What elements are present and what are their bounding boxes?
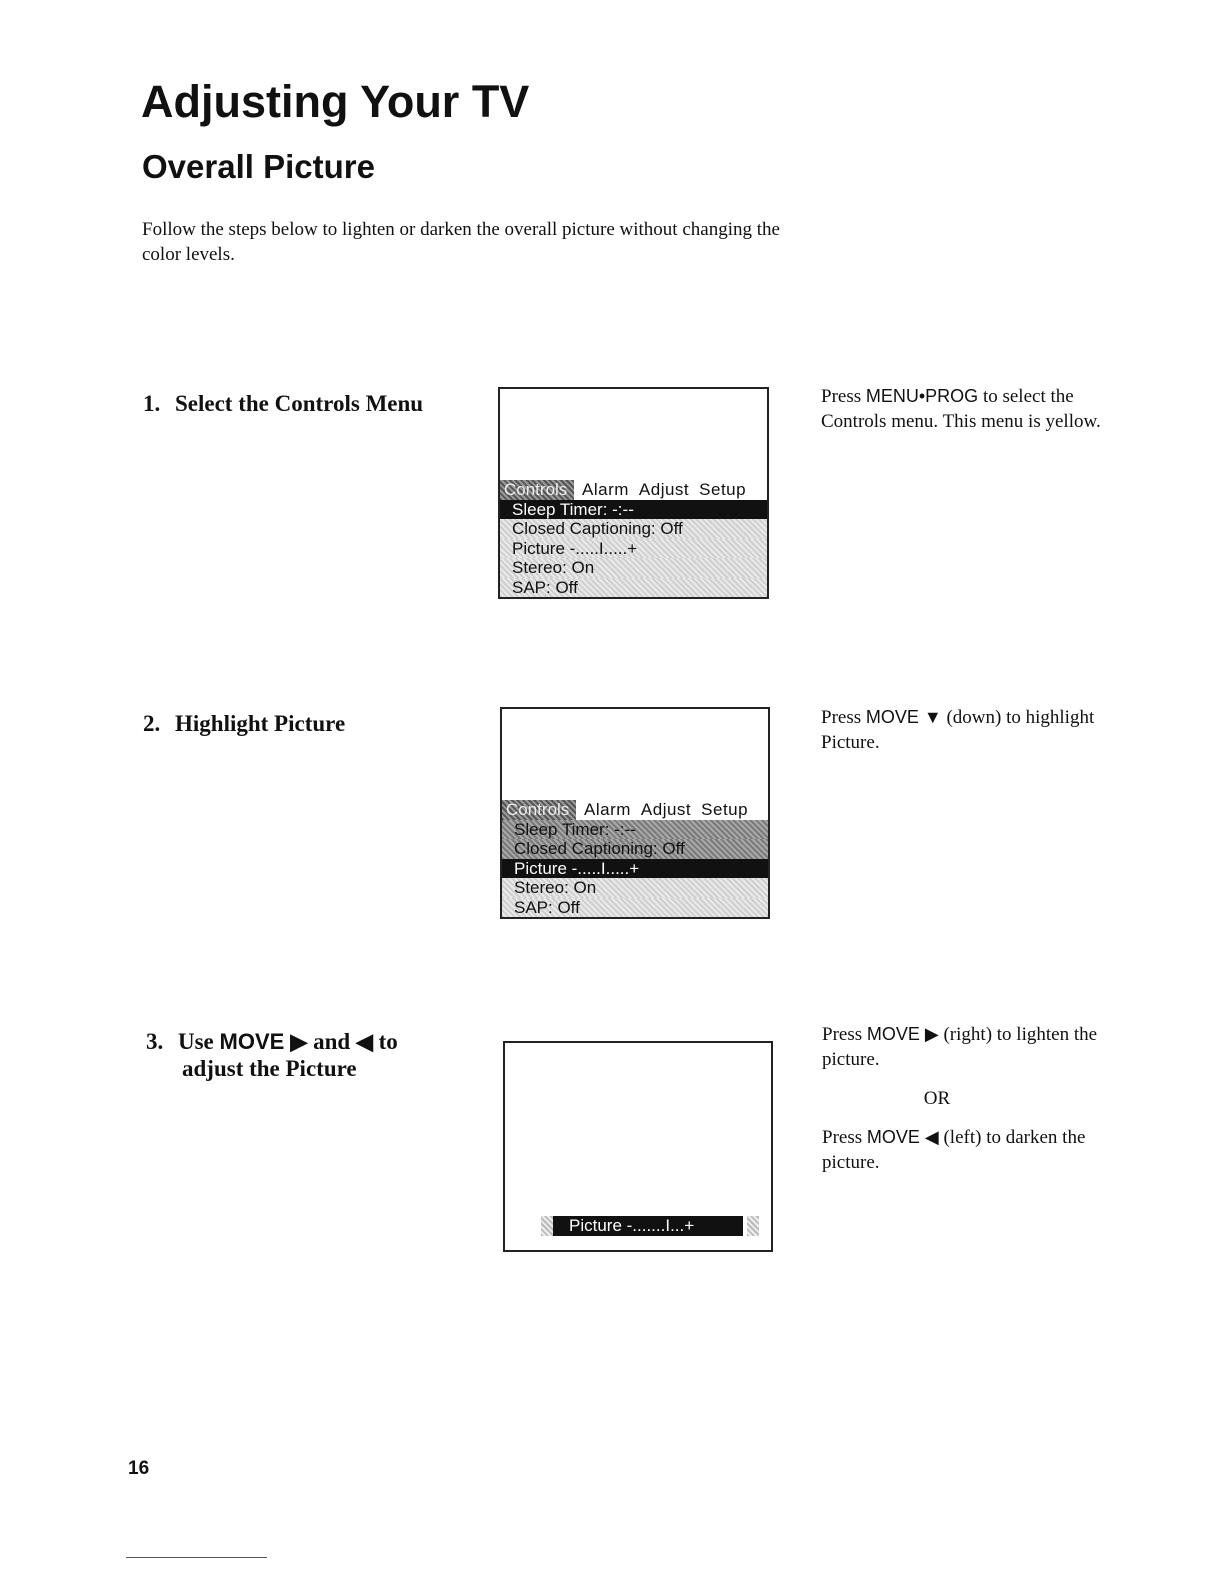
menu-row-stereo: Stereo: On [500,558,767,578]
step-3-description [822,1022,1132,1189]
menu-tab-bar [502,800,768,820]
menu-tab-adjust: Adjust [640,799,692,819]
menu-tab-adjust: Adjust [638,479,690,499]
desc-text: (left) to darken the picture. [822,1127,1086,1173]
desc-text: Press [822,1024,867,1045]
desc-text: Press [821,707,866,728]
menu-row-picture: Picture -.....I.....+ [500,539,767,559]
menu-row-stereo: Stereo: On [502,878,768,898]
menu-row-sap: SAP: Off [500,578,767,598]
key-move-left: ◀ [355,1029,373,1054]
menu-row-sleep-timer: Sleep Timer: -:-- [500,500,767,520]
step-1-number: 1. [143,391,161,416]
menu-row-picture: Picture -.....I.....+ [502,859,768,879]
menu-tab-controls: Controls [502,800,576,820]
desc-text: (right) to lighten the picture. [822,1024,1098,1070]
section-subtitle: Overall Picture [142,148,375,185]
controls-menu [502,800,768,918]
step-2-title: Highlight Picture [175,711,346,736]
menu-tab-setup: Setup [699,479,747,499]
key-move-right: MOVE ▶ [866,1024,939,1044]
heading-text: and [307,1029,356,1054]
desc-text: to select the Controls menu. This menu is yellow. [821,386,1101,432]
page-number: 16 [128,1458,150,1479]
key-move-left: MOVE ◀ [866,1127,939,1147]
page-title: Adjusting Your TV [141,76,530,127]
desc-text: Press [822,1127,867,1148]
footer-rule [126,1557,267,1558]
menu-tab-controls: Controls [500,480,574,500]
step-1-description [821,384,1121,434]
menu-row-closed-captioning: Closed Captioning: Off [502,839,768,859]
key-menu-prog: MENU•PROG [865,386,979,406]
step-1-heading [143,390,423,417]
or-label: OR [923,1088,951,1109]
menu-row-closed-captioning: Closed Captioning: Off [500,519,767,539]
tv-screen-step-3 [503,1041,773,1252]
menu-tab-bar [500,480,767,500]
menu-tab-alarm: Alarm [582,479,629,499]
step-2-number: 2. [143,711,161,736]
step-3-heading-line-2: adjust the Picture [182,1056,357,1081]
intro-paragraph: Follow the steps below to lighten or darken the overall picture without changing the color levels. [142,219,780,265]
menu-tab-alarm: Alarm [584,799,631,819]
step-1-title: Select the Controls Menu [175,391,424,416]
desc-text: Press [821,386,866,407]
tv-screen-step-1 [498,387,769,599]
heading-text: Use [178,1029,220,1054]
key-move-right: MOVE ▶ [219,1029,308,1054]
tv-screen-step-2 [500,707,770,919]
step-3-number: 3. [146,1029,164,1054]
menu-tabs [584,800,758,820]
desc-text: (down) to highlight Picture. [821,707,1095,753]
menu-row-sap: SAP: Off [502,898,768,918]
heading-text: to [372,1029,398,1054]
step-3-heading [146,1028,398,1082]
step-2-description [821,705,1121,755]
menu-tab-setup: Setup [701,799,749,819]
menu-row-sleep-timer: Sleep Timer: -:-- [502,820,768,840]
step-3-desc-left [822,1125,1132,1175]
step-3-desc-right [822,1022,1132,1072]
step-2-heading [143,710,345,737]
menu-tabs [582,480,756,500]
controls-menu [500,480,767,598]
picture-adjust-bar: Picture -.......I...+ [541,1216,743,1236]
key-move-down: MOVE ▼ [865,707,942,727]
